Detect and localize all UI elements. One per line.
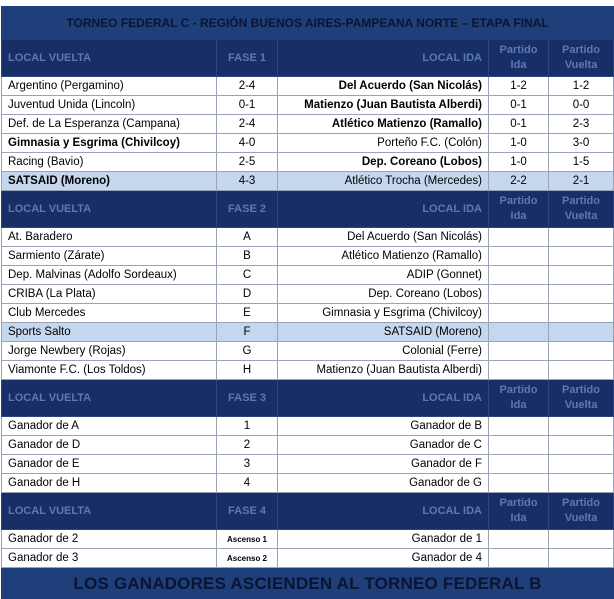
partido-ida-cell	[489, 361, 549, 380]
local-ida-cell: Atlético Trocha (Mercedes)	[278, 172, 489, 191]
table-row	[2, 361, 614, 380]
partido-vuelta-cell	[549, 474, 614, 493]
fase-cell: 0-1	[217, 96, 278, 115]
local-vuelta-cell: Ganador de 2	[2, 530, 217, 549]
fase-cell: G	[217, 342, 278, 361]
local-ida-cell: Ganador de G	[278, 474, 489, 493]
title-row	[2, 7, 614, 40]
fase-cell: D	[217, 285, 278, 304]
partido-vuelta-cell	[549, 361, 614, 380]
fase-cell: 4-0	[217, 134, 278, 153]
partido-vuelta-cell	[549, 247, 614, 266]
local-ida-cell: Ganador de C	[278, 436, 489, 455]
local-vuelta-cell: Def. de La Esperanza (Campana)	[2, 115, 217, 134]
fase-cell: 2-4	[217, 115, 278, 134]
header-fase: FASE 4	[217, 493, 278, 530]
header-partido-ida: Partido Ida	[489, 380, 549, 417]
local-ida-cell: Dep. Coreano (Lobos)	[278, 285, 489, 304]
local-vuelta-cell: Gimnasia y Esgrima (Chivilcoy)	[2, 134, 217, 153]
local-ida-cell: SATSAID (Moreno)	[278, 323, 489, 342]
partido-ida-cell	[489, 285, 549, 304]
partido-ida-cell	[489, 474, 549, 493]
header-local-vuelta: LOCAL VUELTA	[2, 380, 217, 417]
table-row	[2, 342, 614, 361]
partido-vuelta-cell	[549, 323, 614, 342]
local-vuelta-cell: Ganador de H	[2, 474, 217, 493]
header-fase: FASE 3	[217, 380, 278, 417]
table-row	[2, 115, 614, 134]
partido-ida-cell	[489, 304, 549, 323]
header-partido-vuelta: Partido Vuelta	[549, 493, 614, 530]
page-title: TORNEO FEDERAL C - REGIÓN BUENOS AIRES-PAMPEANA NORTE – ETAPA FINAL	[2, 7, 614, 40]
partido-vuelta-cell	[549, 266, 614, 285]
table-row-highlighted	[2, 323, 614, 342]
partido-vuelta-cell	[549, 530, 614, 549]
partido-ida-cell: 1-0	[489, 134, 549, 153]
header-fase: FASE 2	[217, 191, 278, 228]
table-row	[2, 417, 614, 436]
header-partido-ida: Partido Ida	[489, 493, 549, 530]
local-ida-cell: Matienzo (Juan Bautista Alberdi)	[278, 96, 489, 115]
table-row	[2, 436, 614, 455]
local-ida-cell: Gimnasia y Esgrima (Chivilcoy)	[278, 304, 489, 323]
partido-vuelta-cell	[549, 417, 614, 436]
header-local-ida: LOCAL IDA	[278, 380, 489, 417]
partido-ida-cell	[489, 549, 549, 568]
local-vuelta-cell: Ganador de D	[2, 436, 217, 455]
table-row	[2, 530, 614, 549]
header-local-vuelta: LOCAL VUELTA	[2, 191, 217, 228]
local-ida-cell: Matienzo (Juan Bautista Alberdi)	[278, 361, 489, 380]
table-row	[2, 77, 614, 96]
partido-vuelta-cell: 2-1	[549, 172, 614, 191]
fase-cell: 1	[217, 417, 278, 436]
header-local-ida: LOCAL IDA	[278, 40, 489, 77]
partido-ida-cell: 0-1	[489, 115, 549, 134]
partido-vuelta-cell: 1-5	[549, 153, 614, 172]
local-ida-cell: Ganador de 1	[278, 530, 489, 549]
fase-cell: A	[217, 228, 278, 247]
table-row	[2, 266, 614, 285]
local-vuelta-cell: Jorge Newbery (Rojas)	[2, 342, 217, 361]
table-row	[2, 474, 614, 493]
fase-cell: F	[217, 323, 278, 342]
fase-cell: H	[217, 361, 278, 380]
header-fase: FASE 1	[217, 40, 278, 77]
phase-header	[2, 191, 614, 228]
fase-cell: Ascenso 1	[217, 530, 278, 549]
table-row	[2, 304, 614, 323]
partido-ida-cell	[489, 247, 549, 266]
local-ida-cell: Dep. Coreano (Lobos)	[278, 153, 489, 172]
partido-vuelta-cell: 1-2	[549, 77, 614, 96]
footer-banner: LOS GANADORES ASCIENDEN AL TORNEO FEDERAL B	[2, 568, 614, 599]
partido-ida-cell: 1-2	[489, 77, 549, 96]
table-row	[2, 455, 614, 474]
local-ida-cell: Colonial (Ferre)	[278, 342, 489, 361]
fase-cell: Ascenso 2	[217, 549, 278, 568]
footer-row	[2, 568, 614, 599]
partido-ida-cell	[489, 530, 549, 549]
local-vuelta-cell: Viamonte F.C. (Los Toldos)	[2, 361, 217, 380]
local-ida-cell: ADIP (Gonnet)	[278, 266, 489, 285]
fase-cell: 2-5	[217, 153, 278, 172]
header-local-vuelta: LOCAL VUELTA	[2, 40, 217, 77]
table-row-highlighted	[2, 172, 614, 191]
partido-vuelta-cell: 0-0	[549, 96, 614, 115]
fase-cell: 4-3	[217, 172, 278, 191]
partido-ida-cell: 2-2	[489, 172, 549, 191]
partido-ida-cell	[489, 417, 549, 436]
table-row	[2, 228, 614, 247]
partido-vuelta-cell	[549, 285, 614, 304]
partido-ida-cell	[489, 266, 549, 285]
phase-header	[2, 380, 614, 417]
local-vuelta-cell: Dep. Malvinas (Adolfo Sordeaux)	[2, 266, 217, 285]
phase-header	[2, 493, 614, 530]
header-partido-ida: Partido Ida	[489, 40, 549, 77]
partido-vuelta-cell	[549, 455, 614, 474]
header-partido-vuelta: Partido Vuelta	[549, 191, 614, 228]
table-row	[2, 285, 614, 304]
local-vuelta-cell: Ganador de E	[2, 455, 217, 474]
table-row	[2, 134, 614, 153]
local-ida-cell: Atlético Matienzo (Ramallo)	[278, 247, 489, 266]
header-local-ida: LOCAL IDA	[278, 493, 489, 530]
local-vuelta-cell: Argentino (Pergamino)	[2, 77, 217, 96]
partido-ida-cell: 0-1	[489, 96, 549, 115]
header-local-ida: LOCAL IDA	[278, 191, 489, 228]
fase-cell: 4	[217, 474, 278, 493]
fase-cell: 2	[217, 436, 278, 455]
fase-cell: 3	[217, 455, 278, 474]
local-vuelta-cell: Ganador de A	[2, 417, 217, 436]
header-partido-vuelta: Partido Vuelta	[549, 380, 614, 417]
phase-header	[2, 40, 614, 77]
local-vuelta-cell: Ganador de 3	[2, 549, 217, 568]
local-ida-cell: Del Acuerdo (San Nicolás)	[278, 228, 489, 247]
fase-cell: E	[217, 304, 278, 323]
local-ida-cell: Porteño F.C. (Colón)	[278, 134, 489, 153]
fase-cell: B	[217, 247, 278, 266]
partido-ida-cell	[489, 436, 549, 455]
local-vuelta-cell: At. Baradero	[2, 228, 217, 247]
partido-vuelta-cell: 3-0	[549, 134, 614, 153]
partido-vuelta-cell	[549, 304, 614, 323]
local-ida-cell: Atlético Matienzo (Ramallo)	[278, 115, 489, 134]
local-vuelta-cell: Racing (Bavio)	[2, 153, 217, 172]
header-partido-vuelta: Partido Vuelta	[549, 40, 614, 77]
table-row	[2, 153, 614, 172]
partido-vuelta-cell	[549, 549, 614, 568]
partido-ida-cell	[489, 228, 549, 247]
partido-ida-cell	[489, 455, 549, 474]
local-ida-cell: Ganador de B	[278, 417, 489, 436]
local-ida-cell: Del Acuerdo (San Nicolás)	[278, 77, 489, 96]
partido-vuelta-cell	[549, 436, 614, 455]
header-partido-ida: Partido Ida	[489, 191, 549, 228]
partido-ida-cell: 1-0	[489, 153, 549, 172]
fase-cell: C	[217, 266, 278, 285]
header-local-vuelta: LOCAL VUELTA	[2, 493, 217, 530]
local-vuelta-cell: SATSAID (Moreno)	[2, 172, 217, 191]
partido-ida-cell	[489, 323, 549, 342]
table-row	[2, 96, 614, 115]
local-vuelta-cell: Club Mercedes	[2, 304, 217, 323]
local-vuelta-cell: Sarmiento (Zárate)	[2, 247, 217, 266]
partido-vuelta-cell	[549, 228, 614, 247]
local-vuelta-cell: CRIBA (La Plata)	[2, 285, 217, 304]
local-vuelta-cell: Juventud Unida (Lincoln)	[2, 96, 217, 115]
table-row	[2, 247, 614, 266]
fase-cell: 2-4	[217, 77, 278, 96]
partido-vuelta-cell: 2-3	[549, 115, 614, 134]
local-ida-cell: Ganador de 4	[278, 549, 489, 568]
bracket-table	[1, 6, 614, 599]
table-row	[2, 549, 614, 568]
partido-vuelta-cell	[549, 342, 614, 361]
local-ida-cell: Ganador de F	[278, 455, 489, 474]
partido-ida-cell	[489, 342, 549, 361]
local-vuelta-cell: Sports Salto	[2, 323, 217, 342]
